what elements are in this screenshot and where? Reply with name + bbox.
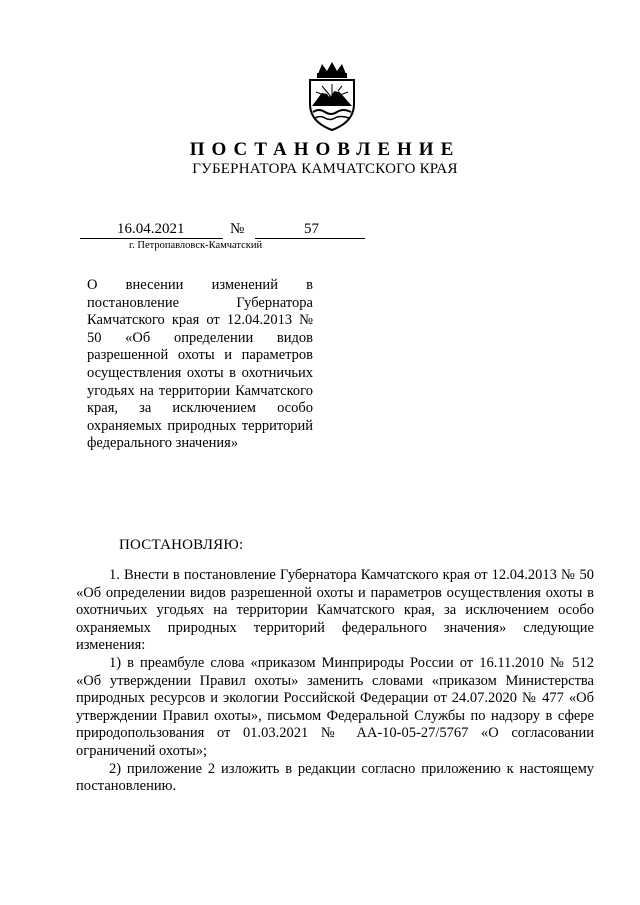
date-number-row — [80, 221, 370, 241]
date-underline — [80, 238, 223, 239]
decree-word: ПОСТАНОВЛЯЮ: — [119, 537, 244, 553]
number-sign: № — [230, 221, 245, 237]
document-type-title: ПОСТАНОВЛЕНИЕ — [189, 139, 461, 160]
coat-of-arms-icon — [304, 60, 360, 132]
document-city: г. Петропавловск-Камчатский — [129, 240, 263, 251]
paragraph-2: 1) в преамбуле слова «приказом Минприроды России от 16.11.2010 № 512 «Об утверждении Правил охоты» заменить словами «приказом Министерства природных ресурсов и экологии Российской Федерации от 24.07.2020 № 477 «Об утверждении Правил охоты», письмом Федеральной Службы по надзору в сфере природопользования от 01.03.2021 № АА-10-05-27/5767 «О согласовании ограничений охоты»; — [76, 654, 594, 759]
number-underline — [255, 238, 365, 239]
document-subject: О внесении изменений в постановление Губернатора Камчатского края от 12.04.2013 № 50 «Об определении видов разрешенной охоты и параметров осуществления охоты в охотничьих угодьях на территории Камчатского края, за исключением особо охраняемых природных территорий федерального значения» — [87, 277, 313, 452]
document-date: 16.04.2021 — [117, 221, 185, 237]
document-number: 57 — [304, 221, 319, 237]
document-body — [76, 567, 594, 796]
paragraph-1: 1. Внести в постановление Губернатора Камчатского края от 12.04.2013 № 50 «Об определении видов разрешенной охоты и параметров осуществления охоты в охотничьих угодьях на территории Камчатского края, за исключением особо охраняемых природных территорий федерального значения» следующие изменения: — [76, 567, 594, 654]
paragraph-3: 2) приложение 2 изложить в редакции согласно приложению к настоящему постановлению. — [76, 760, 594, 795]
document-issuer: ГУБЕРНАТОРА КАМЧАТСКОГО КРАЯ — [192, 161, 458, 177]
